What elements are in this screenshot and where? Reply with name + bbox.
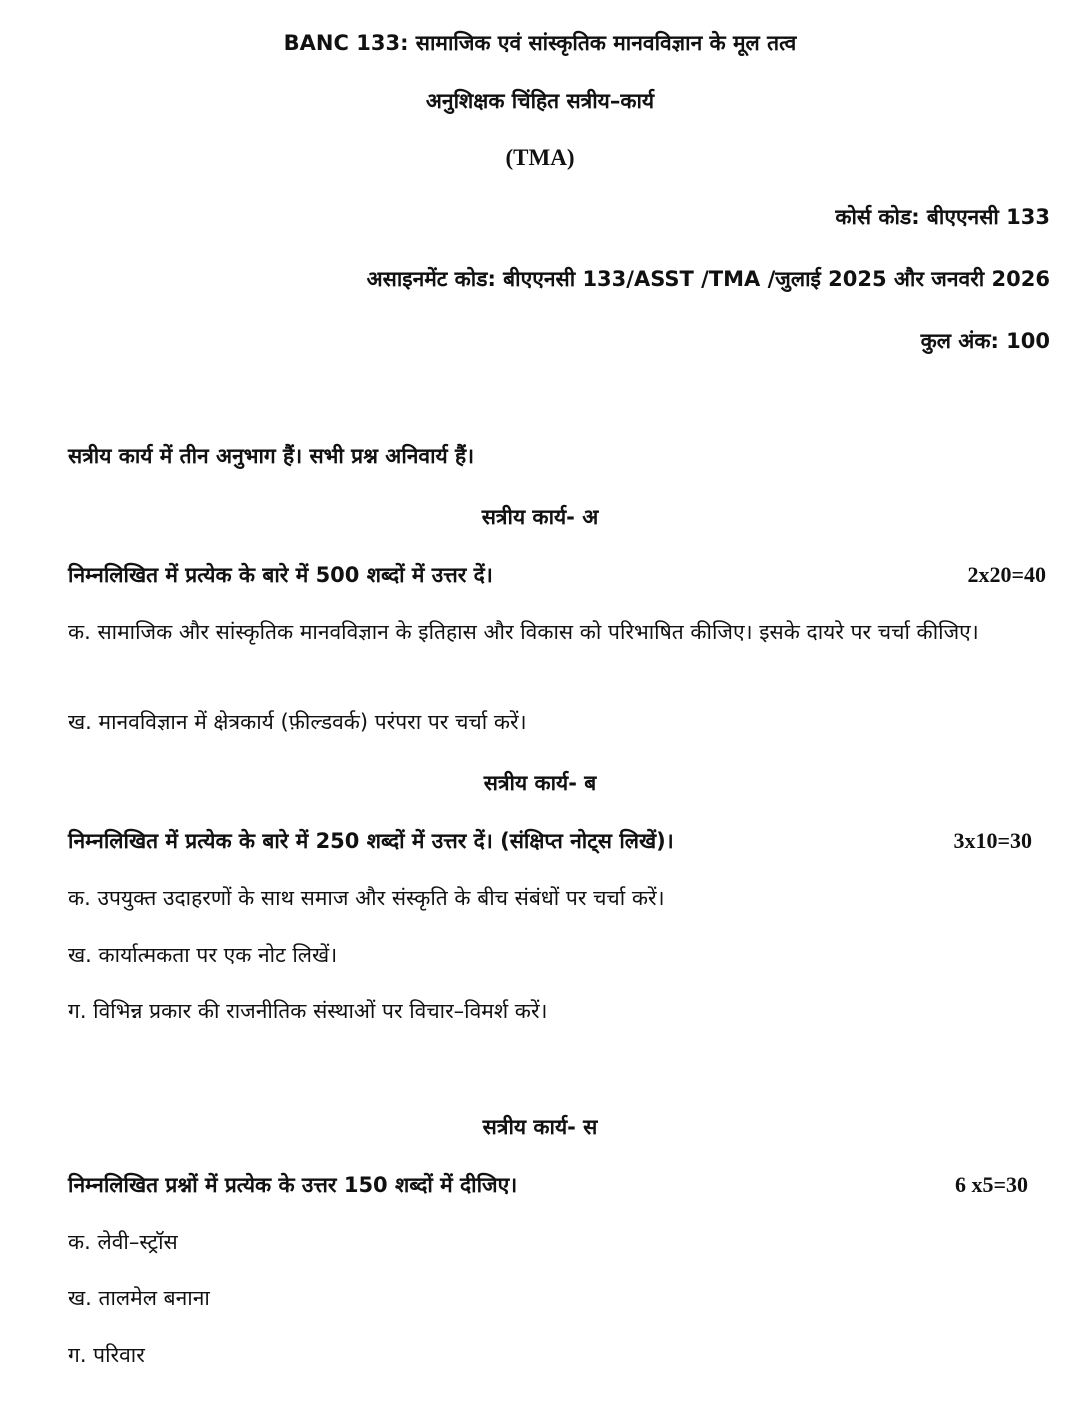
document-title: BANC 133: सामाजिक एवं सांस्कृतिक मानवविज्ञान के मूल तत्व — [283, 31, 797, 55]
tma-label: (TMA) — [505, 145, 575, 170]
section-a-question-2: ख. मानवविज्ञान में क्षेत्रकार्य (फ़ील्डवर्क) परंपरा पर चर्चा करें। — [68, 710, 527, 734]
section-c-heading: सत्रीय कार्य- स — [482, 1115, 598, 1139]
intro-text: सत्रीय कार्य में तीन अनुभाग हैं। सभी प्रश्न अनिवार्य हैं। — [68, 444, 475, 468]
section-a-marks: 2x20=40 — [967, 562, 1046, 587]
course-code: कोर्स कोड: बीएएनसी 133 — [835, 205, 1050, 229]
section-a-instruction: निम्नलिखित में प्रत्येक के बारे में 500 शब्दों में उत्तर दें। — [68, 563, 493, 587]
total-marks: कुल अंक: 100 — [920, 329, 1050, 353]
section-a-heading: सत्रीय कार्य- अ — [481, 505, 599, 529]
section-c-instruction: निम्नलिखित प्रश्नों में प्रत्येक के उत्तर 150 शब्दों में दीजिए। — [68, 1173, 518, 1197]
section-b-marks: 3x10=30 — [953, 828, 1032, 853]
section-c-marks: 6 x5=30 — [954, 1172, 1028, 1197]
section-c-question-2: ख. तालमेल बनाना — [68, 1286, 210, 1310]
assignment-code: असाइनमेंट कोड: बीएएनसी 133/ASST /TMA /जुलाई 2025 और जनवरी 2026 — [366, 267, 1050, 291]
document-subtitle: अनुशिक्षक चिंहित सत्रीय–कार्य — [425, 89, 655, 113]
section-c-question-1: क. लेवी–स्ट्रॉस — [68, 1230, 178, 1254]
section-b-instruction: निम्नलिखित में प्रत्येक के बारे में 250 शब्दों में उत्तर दें। (संक्षिप्त नोट्स लिखें)। — [68, 829, 674, 853]
section-b-heading: सत्रीय कार्य- ब — [483, 771, 597, 795]
section-c-question-3: ग. परिवार — [68, 1343, 145, 1367]
section-b-question-2: ख. कार्यात्मकता पर एक नोट लिखें। — [68, 943, 338, 967]
section-b-question-3: ग. विभिन्न प्रकार की राजनीतिक संस्थाओं पर विचार–विमर्श करें। — [68, 999, 548, 1023]
section-b-question-1: क. उपयुक्त उदाहरणों के साथ समाज और संस्कृति के बीच संबंधों पर चर्चा करें। — [68, 886, 665, 910]
section-a-question-1: क. सामाजिक और सांस्कृतिक मानवविज्ञान के इतिहास और विकास को परिभाषित कीजिए। इसके दायरे पर चर्चा कीजिए। — [68, 620, 979, 644]
